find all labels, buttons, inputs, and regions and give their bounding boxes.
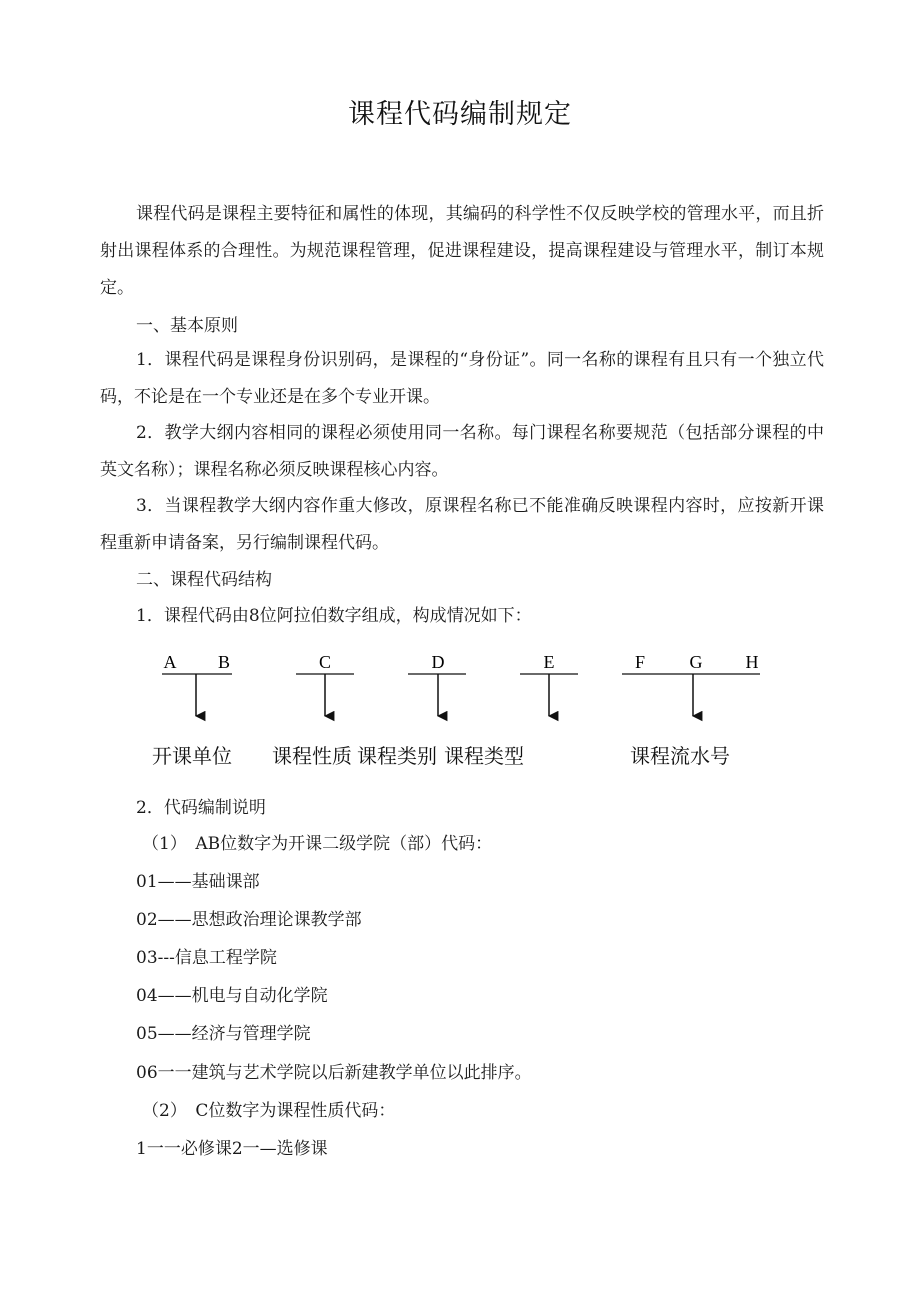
nature-codes: 1一一必修课2一—选修课	[136, 1139, 328, 1159]
code-group-e	[520, 652, 578, 716]
page-title: 课程代码编制规定	[348, 99, 572, 130]
svg-text:G: G	[689, 652, 703, 672]
code-line-03: 03---信息工程学院	[136, 948, 277, 968]
code-letters-ab: A	[163, 652, 177, 672]
section1-heading: 一、基本原则	[136, 316, 238, 336]
principle-2: 2．教学大纲内容相同的课程必须使用同一名称。每门课程名称要规范（包括部分课程的中英文名称）；课程名称必须反映课程核心内容。	[100, 423, 824, 480]
code-line-02: 02——思想政治理论课教学部	[136, 910, 362, 930]
svg-text:B: B	[217, 652, 231, 672]
principle-3: 3．当课程教学大纲内容作重大修改，原课程名称已不能准确反映课程内容时，应按新开课程重新申请备案，另行编制课程代码。	[100, 496, 824, 553]
code-group-d	[408, 652, 466, 716]
structure-item-2: 2．代码编制说明	[136, 798, 266, 818]
label-ab: 开课单位	[152, 744, 232, 768]
code-line-01: 01——基础课部	[136, 872, 260, 892]
svg-text:H: H	[745, 652, 759, 672]
code-letter-c: C	[318, 652, 332, 672]
label-c: 课程性质	[272, 744, 352, 768]
sub-item-2: （2） C位数字为课程性质代码：	[142, 1101, 396, 1121]
code-letters-fgh: F	[634, 652, 646, 672]
label-d: 课程类别	[357, 744, 437, 768]
label-e: 课程类型	[444, 744, 524, 768]
code-group-fgh	[622, 652, 760, 716]
code-structure-diagram	[0, 640, 920, 780]
section2-heading: 二、课程代码结构	[136, 570, 272, 590]
code-letter-e: E	[543, 652, 555, 672]
code-line-04: 04——机电与自动化学院	[136, 986, 328, 1006]
label-fgh: 课程流水号	[630, 744, 730, 768]
structure-item-1: 1．课程代码由8位阿拉伯数字组成，构成情况如下：	[136, 606, 532, 626]
code-line-05: 05——经济与管理学院	[136, 1024, 311, 1044]
code-structure-arrows	[0, 640, 920, 740]
code-group-ab	[162, 652, 232, 716]
principle-1: 1．课程代码是课程身份识别码，是课程的“身份证”。同一名称的课程有且只有一个独立代码，不论是在一个专业还是在多个专业开课。	[100, 350, 824, 407]
intro-paragraph: 课程代码是课程主要特征和属性的体现，其编码的科学性不仅反映学校的管理水平，而且折射出课程体系的合理性。为规范课程管理，促进课程建设，提高课程建设与管理水平，制订本规定。	[100, 204, 824, 298]
code-group-c	[296, 652, 354, 716]
sub-item-1: （1） AB位数字为开课二级学院（部）代码：	[142, 834, 493, 854]
code-line-06: 06一一建筑与艺术学院以后新建教学单位以此排序。	[136, 1063, 532, 1083]
code-letter-d: D	[431, 652, 445, 672]
